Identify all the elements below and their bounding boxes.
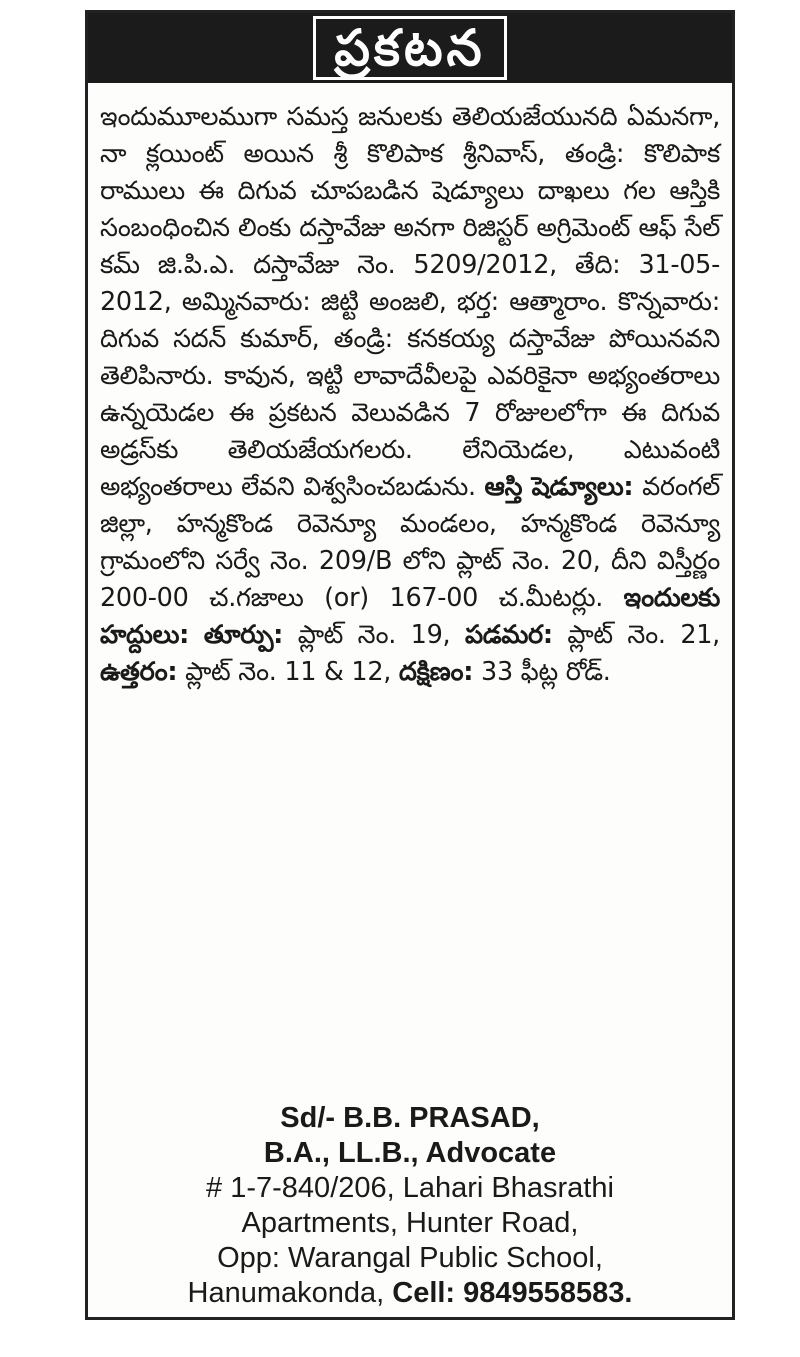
signature-name: Sd/- B.B. PRASAD, xyxy=(280,1102,540,1134)
signature-address-line-2: Apartments, Hunter Road, xyxy=(241,1207,579,1239)
notice-body xyxy=(100,99,720,691)
south-text: 33 ఫీట్ల రోడ్. xyxy=(481,657,611,687)
schedule-text: వరంగల్ జిల్లా, హన్మకొండ రెవెన్యూ మండలం, హన్మకొండ రెవెన్యూ గ్రామంలోని సర్వే నెం. 209/B లోని ప్లాట్ నెం. 20, దీని విస్తీర్ణం 200-00 చ.గజాలు (or) 167-00 చ.మీటర్లు. xyxy=(100,472,720,613)
body-paragraph: ఇందుమూలముగా సమస్త జనులకు తెలియజేయునది ఏమనగా, నా క్లయింట్ అయిన శ్రీ కొలిపాక శ్రీనివాస్, తండ్రి: కొలిపాక రాములు ఈ దిగువ చూపబడిన షెడ్యూలు దాఖలు గల ఆస్తికి సంబంధించిన లింకు దస్తావేజు అనగా రిజిస్టర్ అగ్రిమెంట్ ఆఫ్ సేల్ కమ్ జి.పి.ఎ. దస్తావేజు నెం. 5209/2012, తేది: 31-05-2012, అమ్మినవారు: జిట్టి అంజలి, భర్త: ఆత్మారాం. కొన్నవారు: దిగువ సదన్ కుమార్, తండ్రి: కనకయ్య దస్తావేజు పోయినవని తెలిపినారు. కావున, ఇట్టి లావాదేవీలపై ఎవరికైనా అభ్యంతరాలు ఉన్నయెడల ఈ ప్రకటన వెలువడిన 7 రోజులలోగా ఈ దిగువ అడ్రస్‌కు తెలియజేయగలరు. లేనియెడల, ఎటువంటి అభ్యంతరాలు లేవని విశ్వసించబడును. xyxy=(100,102,720,502)
west-text: ప్లాట్ నెం. 21, xyxy=(567,620,720,650)
signature-city-line xyxy=(88,1276,732,1311)
east-label: తూర్పు: xyxy=(203,620,284,650)
signature-cell: Cell: 9849558583. xyxy=(392,1277,633,1309)
boundaries-label: ఇందులకు హద్దులు: xyxy=(100,583,720,650)
signature-address-line-1: # 1-7-840/206, Lahari Bhasrathi xyxy=(206,1172,614,1204)
east-text: ప్లాట్ నెం. 19, xyxy=(297,620,451,650)
signature-city: Hanumakonda, xyxy=(187,1277,385,1309)
west-label: పడమర: xyxy=(464,620,553,650)
notice-box xyxy=(85,10,735,1320)
south-label: దక్షిణం: xyxy=(398,657,474,687)
schedule-label: ఆస్తి షెడ్యూలు: xyxy=(484,472,634,502)
signature-block xyxy=(88,1101,732,1311)
north-label: ఉత్తరం: xyxy=(100,657,178,687)
signature-qualification: B.A., LL.B., Advocate xyxy=(263,1137,557,1169)
north-text: ప్లాట్ నెం. 11 & 12, xyxy=(185,657,392,687)
notice-title: ప్రకటన xyxy=(313,16,506,80)
signature-address-line-3: Opp: Warangal Public School, xyxy=(217,1242,603,1274)
notice-header xyxy=(88,13,732,83)
